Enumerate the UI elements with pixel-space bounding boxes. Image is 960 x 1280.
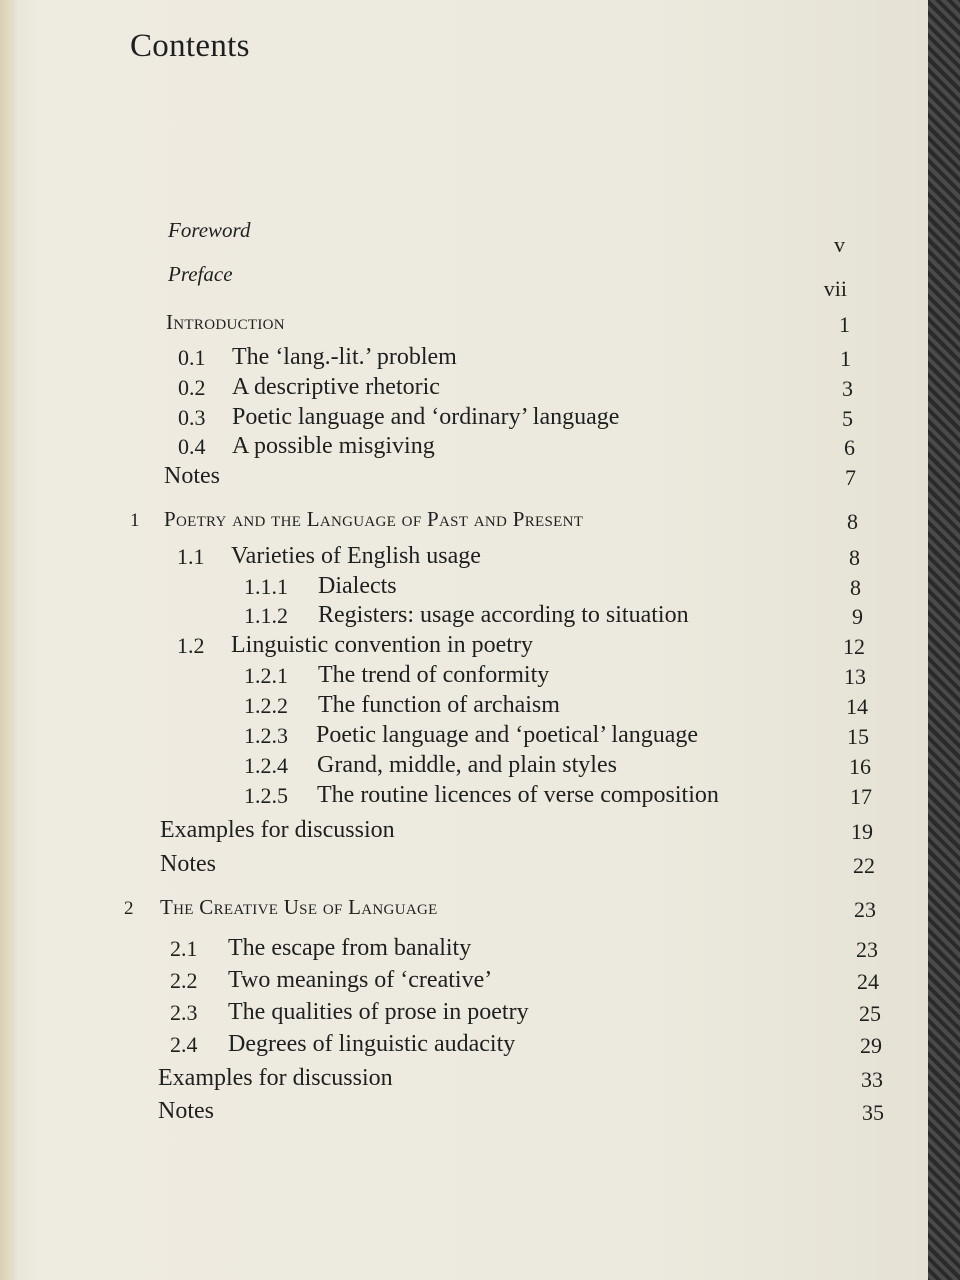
toc-entry	[0, 1098, 928, 1128]
toc-entry	[0, 374, 928, 404]
page-number: 15	[847, 724, 869, 749]
page-number: vii	[823, 276, 847, 301]
section-number: 1.2.3	[244, 723, 288, 748]
page-number: 9	[852, 604, 863, 629]
toc-entry	[0, 632, 928, 662]
entry-title: Notes	[160, 851, 216, 877]
page-number: 22	[853, 853, 875, 878]
section-number: 1.2.5	[244, 783, 288, 808]
entry-title: Preface	[168, 262, 233, 286]
page-number: 19	[851, 819, 873, 844]
page-number: 23	[856, 937, 878, 962]
page-number: 8	[849, 545, 860, 570]
entry-title: The function of archaism	[318, 692, 560, 718]
page-number: 16	[849, 754, 871, 779]
entry-title: Linguistic convention in poetry	[231, 632, 533, 658]
page-number: 12	[843, 634, 865, 659]
entry-title: Foreword	[168, 218, 251, 242]
entry-title: The ‘lang.-lit.’ problem	[232, 344, 457, 370]
toc-entry	[0, 218, 928, 257]
page-number: 25	[859, 1001, 881, 1026]
section-number: 1.2	[177, 633, 205, 658]
page-number: 1	[840, 346, 851, 371]
page-number: 6	[844, 435, 855, 460]
section-number: 1.2.4	[244, 753, 288, 778]
entry-title: Examples for discussion	[160, 817, 395, 843]
page-number: 7	[845, 465, 856, 490]
toc-entry	[0, 463, 928, 493]
toc-entry	[0, 404, 928, 434]
page-number: 35	[862, 1100, 884, 1125]
toc-entry	[0, 662, 928, 692]
entry-title: The routine licences of verse composition	[317, 782, 719, 808]
toc-entry	[0, 851, 928, 881]
entry-title: Poetic language and ‘ordinary’ language	[232, 404, 620, 430]
page-number: 24	[857, 969, 879, 994]
toc-entry	[0, 722, 928, 752]
entry-title: Poetic language and ‘poetical’ language	[316, 722, 699, 748]
section-number: 2.1	[170, 936, 198, 961]
toc-entry	[0, 310, 928, 340]
section-number: 1.1.1	[244, 574, 288, 599]
toc-entry	[0, 895, 928, 925]
entry-title: Degrees of linguistic audacity	[228, 1031, 516, 1057]
entry-title: The escape from banality	[228, 935, 472, 961]
entry-title: Two meanings of ‘creative’	[228, 967, 493, 993]
page-number: 17	[850, 784, 872, 809]
page-number: 1	[839, 312, 850, 337]
entry-title: Notes	[164, 463, 220, 489]
page-number: 23	[854, 897, 876, 922]
section-number: 2.4	[170, 1032, 198, 1057]
entry-title: A possible misgiving	[232, 433, 435, 459]
section-number: 0.2	[178, 375, 206, 400]
page-title: Contents	[130, 28, 250, 64]
toc-entry	[0, 967, 928, 997]
entry-title: The qualities of prose in poetry	[228, 999, 529, 1025]
section-number: 0.1	[178, 345, 206, 370]
toc-entry	[0, 692, 928, 722]
entry-title: Introduction	[166, 310, 285, 334]
section-number: 1.1.2	[244, 603, 288, 628]
section-number: 1.2.2	[244, 693, 288, 718]
section-number: 1.1	[177, 544, 205, 569]
page-number: 5	[842, 406, 853, 431]
page-number: 33	[861, 1067, 883, 1092]
page-number: 8	[847, 509, 858, 534]
entry-title: Examples for discussion	[158, 1065, 393, 1091]
entry-title: Notes	[158, 1098, 214, 1124]
toc-entry	[0, 543, 928, 573]
entry-title: Poetry and the Language of Past and Present	[164, 507, 584, 531]
toc-entry	[0, 935, 928, 965]
section-number: 2.2	[170, 968, 198, 993]
page-number: 8	[850, 575, 861, 600]
toc-entry	[0, 1031, 928, 1061]
section-number: 0.3	[178, 405, 206, 430]
page-number: 13	[844, 664, 866, 689]
chapter-number: 1	[130, 510, 140, 531]
toc-entry	[0, 752, 928, 782]
page-number: 14	[846, 694, 868, 719]
entry-title: Dialects	[318, 573, 397, 599]
toc-entry	[0, 1065, 928, 1095]
entry-title: The trend of conformity	[318, 662, 550, 688]
entry-title: Varieties of English usage	[231, 543, 481, 569]
background-surface	[925, 0, 960, 1280]
page-number: 3	[842, 376, 853, 401]
toc-entry	[0, 782, 928, 812]
entry-title: A descriptive rhetoric	[232, 374, 440, 400]
entry-title: Grand, middle, and plain styles	[317, 752, 617, 778]
section-number: 0.4	[178, 434, 206, 459]
toc-entry	[0, 817, 928, 847]
toc-entry	[0, 999, 928, 1029]
toc-entry	[0, 344, 928, 374]
toc-entry	[0, 507, 928, 537]
toc-entry	[0, 262, 928, 301]
toc-entry	[0, 602, 928, 632]
section-number: 1.2.1	[244, 663, 288, 688]
page-number: v	[834, 232, 845, 257]
entry-title: Registers: usage according to situation	[318, 602, 689, 628]
toc-entry	[0, 433, 928, 463]
chapter-number: 2	[124, 898, 134, 919]
page-number: 29	[860, 1033, 882, 1058]
entry-title: The Creative Use of Language	[160, 895, 438, 919]
section-number: 2.3	[170, 1000, 198, 1025]
toc-entry	[0, 573, 928, 603]
